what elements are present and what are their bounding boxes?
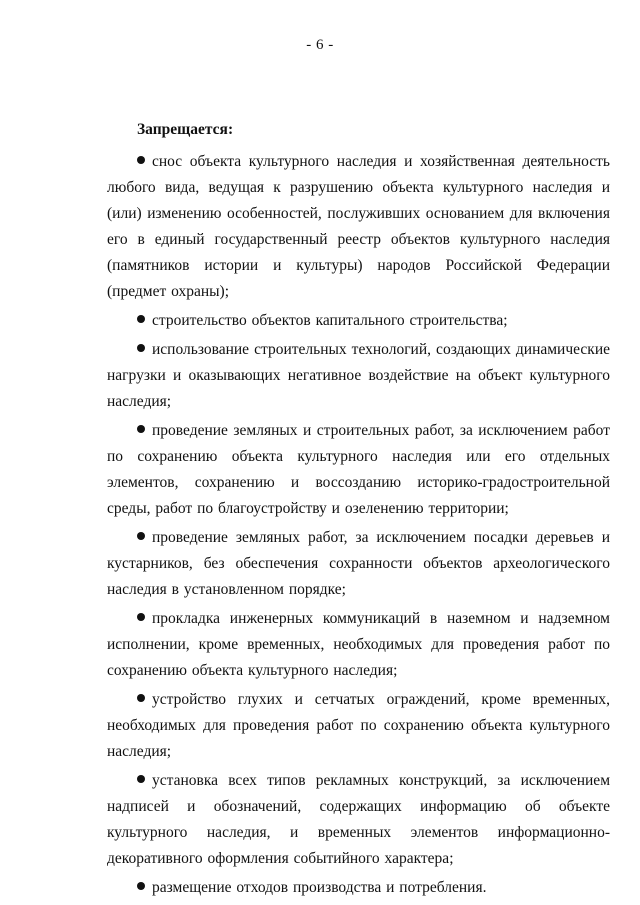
list-item bbox=[107, 418, 610, 522]
list-item-text: установка всех типов рекламных конструкций, за исключением надписей и обозначений, содержащих информацию об объекте культурного наследия, и временных элементов информационно-декоративного оформления событийного характера; bbox=[107, 772, 610, 867]
list-item-text: снос объекта культурного наследия и хозяйственная деятельность любого вида, ведущая к разрушению объекта культурного наследия и (или) изменению особенностей, послуживших основанием для включения его в единый государственный реестр объектов культурного наследия (памятников истории и культуры) народов Российской Федерации (предмет охраны); bbox=[107, 153, 610, 300]
list-item bbox=[107, 149, 610, 305]
list-item bbox=[107, 308, 610, 334]
list-item-text: размещение отходов производства и потребления. bbox=[152, 879, 487, 896]
bullet-icon bbox=[137, 344, 145, 352]
list-item-text: строительство объектов капитального строительства; bbox=[152, 312, 508, 329]
bullet-icon bbox=[137, 694, 145, 702]
bullet-icon bbox=[137, 613, 145, 621]
bullet-icon bbox=[137, 425, 145, 433]
list-item bbox=[107, 768, 610, 872]
bullet-icon bbox=[137, 315, 145, 323]
list-item-text: прокладка инженерных коммуникаций в наземном и надземном исполнении, кроме временных, необходимых для проведения работ по сохранению объекта культурного наследия; bbox=[107, 610, 610, 679]
list-item-text: устройство глухих и сетчатых ограждений, кроме временных, необходимых для проведения работ по сохранению объекта культурного наследия; bbox=[107, 691, 610, 760]
list-item bbox=[107, 875, 610, 901]
list-item-text: использование строительных технологий, создающих динамические нагрузки и оказывающих негативное воздействие на объект культурного наследия; bbox=[107, 341, 610, 410]
page-number: - 6 - bbox=[306, 37, 334, 53]
list-item bbox=[107, 606, 610, 684]
bullet-icon bbox=[137, 156, 145, 164]
bullet-icon bbox=[137, 532, 145, 540]
prohibitions-list bbox=[107, 149, 610, 901]
bullet-icon bbox=[137, 882, 145, 890]
list-item bbox=[107, 525, 610, 603]
document-body bbox=[107, 120, 610, 904]
section-heading: Запрещается: bbox=[137, 121, 234, 138]
list-item-text: проведение земляных работ, за исключением посадки деревьев и кустарников, без обеспечения сохранности объектов археологического наследия в установленном порядке; bbox=[107, 529, 610, 598]
list-item bbox=[107, 687, 610, 765]
list-item-text: проведение земляных и строительных работ, за исключением работ по сохранению объекта культурного наследия или его отдельных элементов, сохранению и воссозданию историко-градостроительной среды, работ по благоустройству и озеленению территории; bbox=[107, 422, 610, 517]
list-item bbox=[107, 337, 610, 415]
bullet-icon bbox=[137, 775, 145, 783]
